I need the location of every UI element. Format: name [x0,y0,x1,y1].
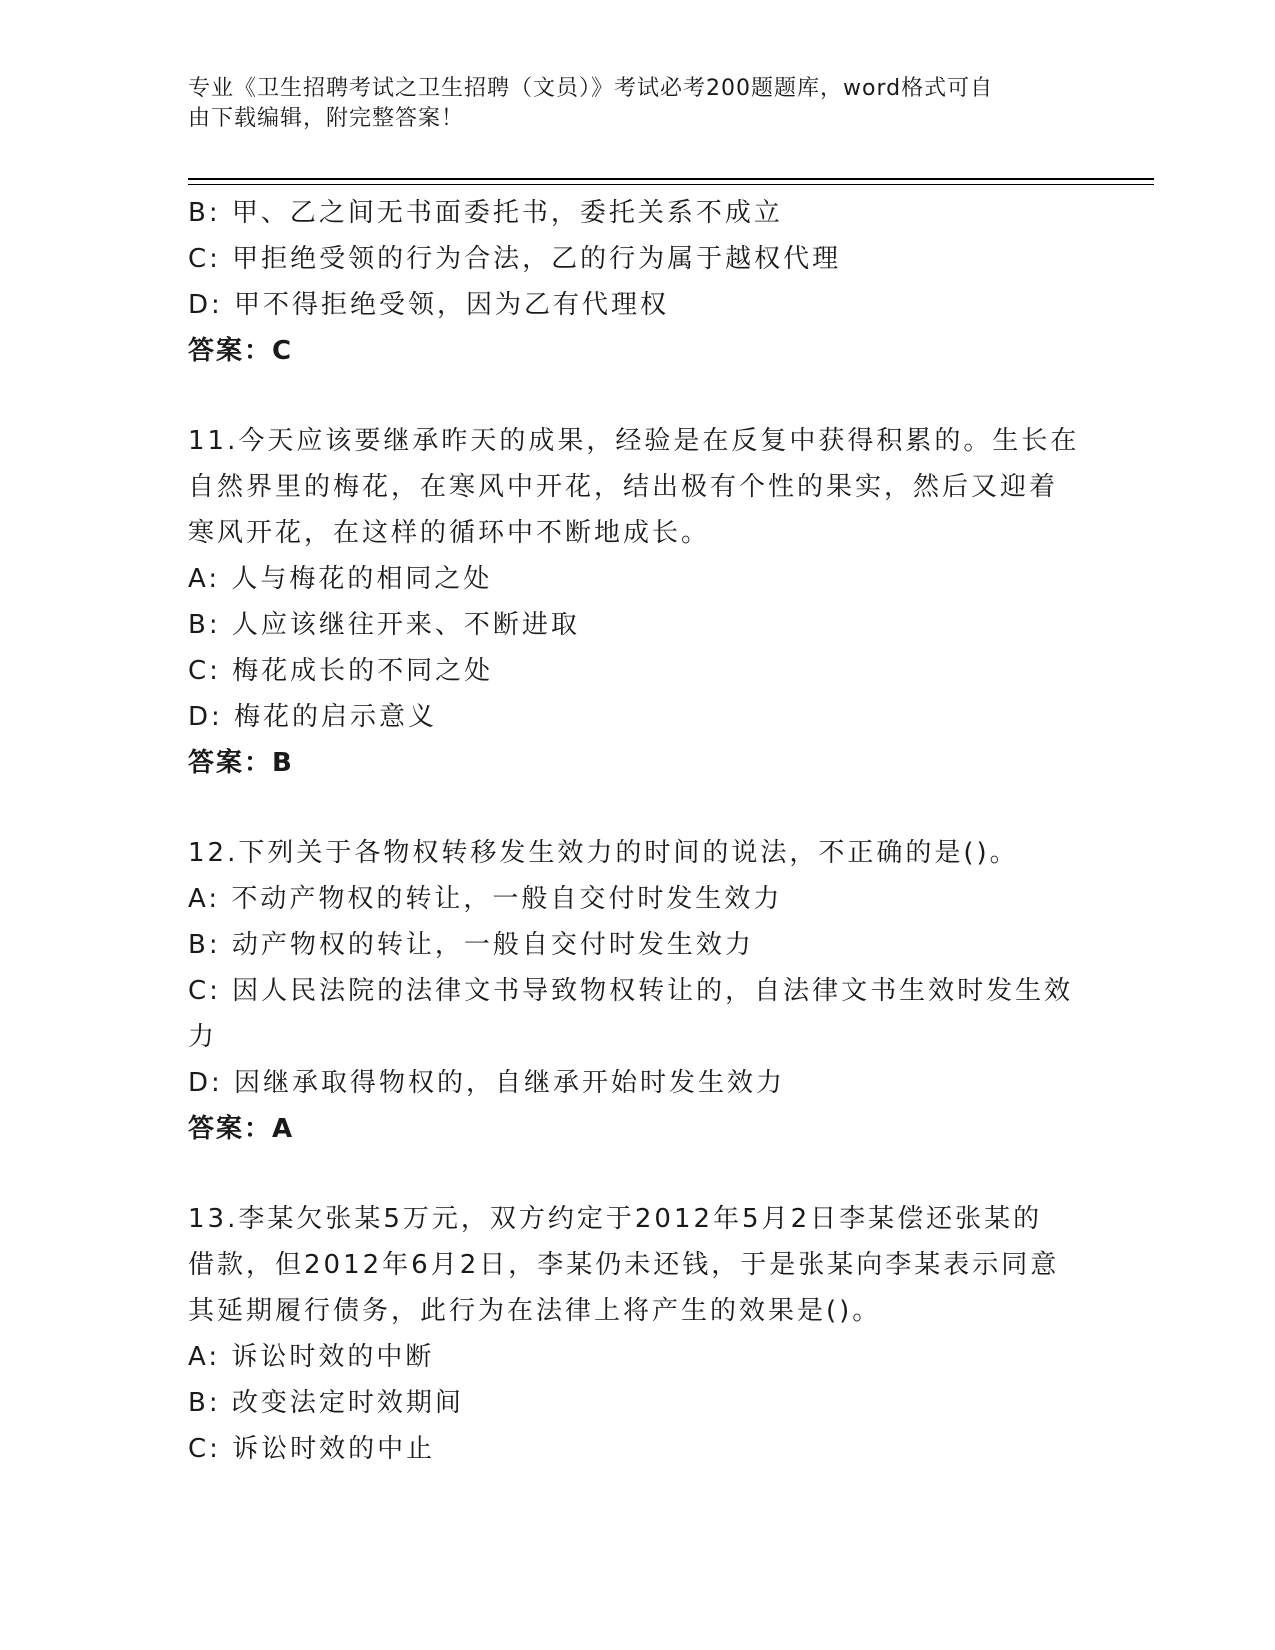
question-stem-line: 寒风开花，在这样的循环中不断地成长。 [188,518,711,548]
spacer [188,374,1078,418]
question-stem-line: 11.今天应该要继承昨天的成果，经验是在反复中获得积累的。生长在 [188,426,1080,456]
option-b: B: 甲、乙之间无书面委托书，委托关系不成立 [188,198,783,228]
header-line-1: 专业《卫生招聘考试之卫生招聘（文员）》考试必考200题题库，word格式可自 [188,76,994,101]
option-b: B: 人应该继往开来、不断进取 [188,610,580,640]
option-c: C: 诉讼时效的中止 [188,1434,436,1464]
option-a: A: 人与梅花的相同之处 [188,564,493,594]
question-10 [188,190,1078,374]
option-c: C: 梅花成长的不同之处 [188,656,494,686]
option-a: A: 诉讼时效的中断 [188,1342,435,1372]
answer-line: 答案：C [188,336,294,366]
answer-line: 答案：A [188,1114,295,1144]
question-stem-line: 13.李某欠张某5万元，双方约定于2012年5月2日李某偿还张某的 [188,1204,1043,1234]
header-rule-thin [188,184,1154,185]
option-b: B: 改变法定时效期间 [188,1388,464,1418]
document-header [188,74,1088,134]
question-13 [188,1196,1078,1472]
question-stem-line: 其延期履行债务，此行为在法律上将产生的效果是()。 [188,1296,882,1326]
option-b: B: 动产物权的转让，一般自交付时发生效力 [188,930,754,960]
option-d: D: 甲不得拒绝受领，因为乙有代理权 [188,290,670,320]
option-d: D: 因继承取得物权的，自继承开始时发生效力 [188,1068,786,1098]
spacer [188,786,1078,830]
question-stem-line: 自然界里的梅花，在寒风中开花，结出极有个性的果实，然后又迎着 [188,472,1059,502]
question-stem-line: 借款，但2012年6月2日，李某仍未还钱，于是张某向李某表示同意 [188,1250,1060,1280]
question-list [188,190,1078,1472]
answer-line: 答案：B [188,748,294,778]
header-rule-thick [188,178,1154,180]
question-11 [188,418,1078,786]
header-line-2: 由下载编辑，附完整答案！ [188,106,465,131]
option-c-continuation: 力 [188,1022,218,1052]
option-a: A: 不动产物权的转让，一般自交付时发生效力 [188,884,783,914]
option-c: C: 甲拒绝受领的行为合法，乙的行为属于越权代理 [188,244,842,274]
question-12 [188,830,1078,1152]
option-c: C: 因人民法院的法律文书导致物权转让的，自法律文书生效时发生效 [188,976,1074,1006]
question-stem-line: 12.下列关于各物权转移发生效力的时间的说法，不正确的是()。 [188,838,1019,868]
spacer [188,1152,1078,1196]
option-d: D: 梅花的启示意义 [188,702,438,732]
